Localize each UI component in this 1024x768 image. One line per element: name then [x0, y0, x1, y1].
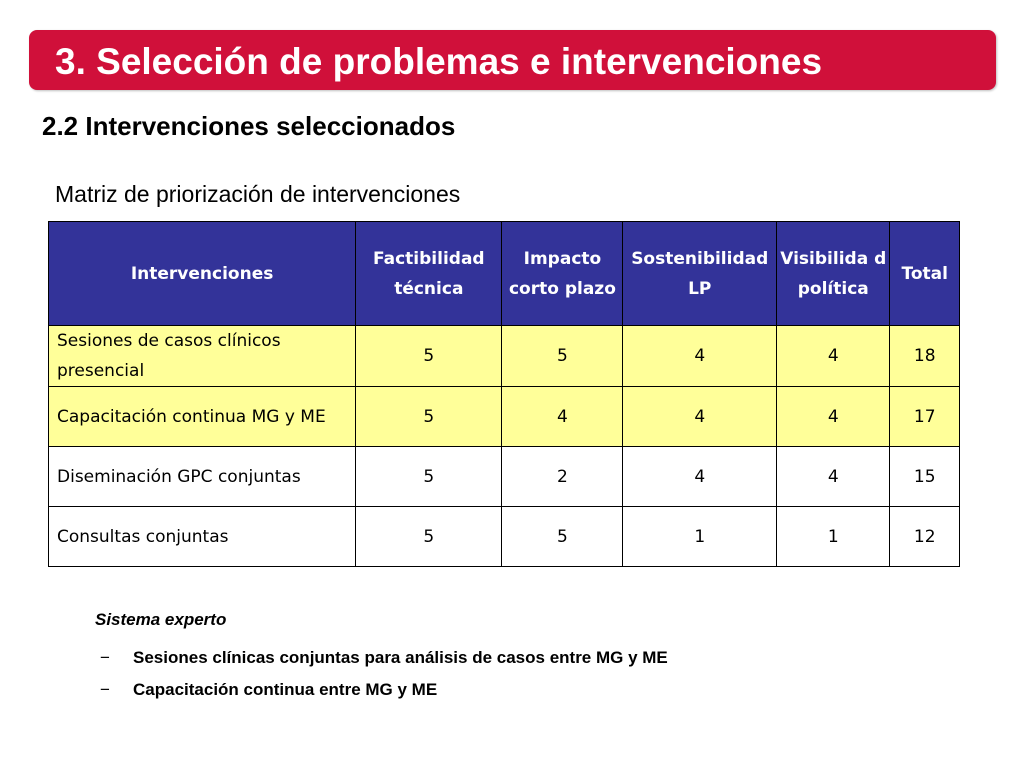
table-row [49, 507, 960, 567]
row-sustainability: 4 [623, 326, 777, 387]
table-row [49, 387, 960, 447]
slide-title: 3. Selección de problemas e intervenciones [55, 41, 823, 82]
row-visibility: 4 [777, 447, 890, 507]
bullet-dash-icon: − [100, 648, 110, 667]
row-visibility: 4 [777, 326, 890, 387]
header-total: Total [890, 222, 960, 326]
row-total: 15 [890, 447, 960, 507]
prioritization-matrix [48, 221, 960, 567]
row-sustainability: 4 [623, 447, 777, 507]
list-item-text: Sesiones clínicas conjuntas para análisis de casos entre MG y ME [133, 648, 668, 667]
row-impact: 5 [502, 507, 623, 567]
expert-system-heading: Sistema experto [95, 610, 227, 629]
row-intervention-name: Consultas conjuntas [49, 507, 356, 567]
row-sustainability: 1 [623, 507, 777, 567]
list-item [100, 679, 700, 701]
row-intervention-name: Capacitación continua MG y ME [49, 387, 356, 447]
table-header-row [49, 222, 960, 326]
row-impact: 4 [502, 387, 623, 447]
expert-system-list [100, 647, 700, 711]
header-sustainability: Sostenibilidad LP [623, 222, 777, 326]
header-interventions: Intervenciones [49, 222, 356, 326]
row-feasibility: 5 [356, 387, 502, 447]
bullet-dash-icon: − [100, 680, 110, 699]
section-subtitle: 2.2 Intervenciones seleccionados [42, 111, 456, 141]
header-visibility: Visibilida d política [777, 222, 890, 326]
row-intervention-name: Diseminación GPC conjuntas [49, 447, 356, 507]
table-row [49, 326, 960, 387]
row-impact: 5 [502, 326, 623, 387]
row-total: 17 [890, 387, 960, 447]
row-visibility: 4 [777, 387, 890, 447]
row-sustainability: 4 [623, 387, 777, 447]
row-total: 18 [890, 326, 960, 387]
row-feasibility: 5 [356, 447, 502, 507]
list-item-text: Capacitación continua entre MG y ME [133, 680, 438, 699]
list-item [100, 647, 700, 669]
row-visibility: 1 [777, 507, 890, 567]
header-feasibility: Factibilidad técnica [356, 222, 502, 326]
row-total: 12 [890, 507, 960, 567]
matrix-title: Matriz de priorización de intervenciones [55, 181, 461, 207]
row-feasibility: 5 [356, 326, 502, 387]
row-impact: 2 [502, 447, 623, 507]
row-feasibility: 5 [356, 507, 502, 567]
row-intervention-name: Sesiones de casos clínicos presencial [49, 326, 356, 387]
header-impact: Impacto corto plazo [502, 222, 623, 326]
table-row [49, 447, 960, 507]
